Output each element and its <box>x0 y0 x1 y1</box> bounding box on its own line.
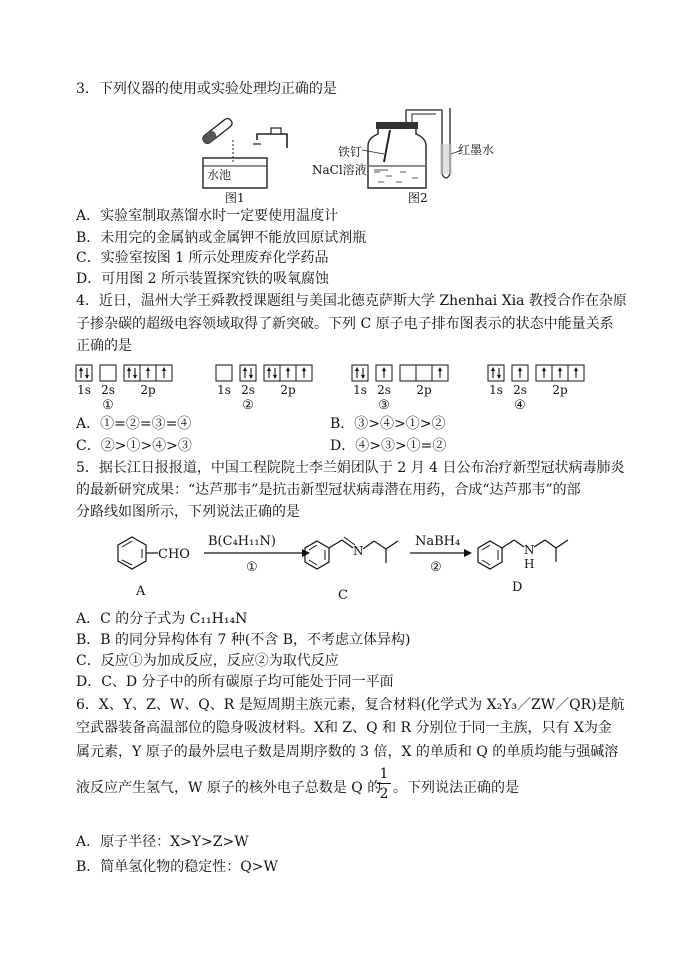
q4-option-d: D．④>③>①=② <box>330 438 447 454</box>
figure-2 <box>312 104 512 204</box>
q6-line-4-start: 液反应产生氢气，W 原子的核外电子总数是 Q 的 <box>76 780 382 796</box>
orbital-label-1s: 1s <box>217 383 231 397</box>
orbital-label-1s: 1s <box>77 383 91 397</box>
orbital-label-2s: 2s <box>513 383 527 397</box>
fig2-ink-label: 红墨水 <box>458 143 495 157</box>
label-c: C <box>338 588 348 603</box>
q5-line-2: 的最新研究成果：“达芦那韦”是抗击新型冠状病毒潜在用药，合成“达芦那韦”的部 <box>76 482 581 498</box>
fraction-bar <box>377 783 391 784</box>
label-a: A <box>136 584 146 599</box>
orbital-label-2p: 2p <box>416 383 432 397</box>
orbital-diagram-1 <box>76 365 172 413</box>
orbital-label-2s: 2s <box>241 383 255 397</box>
q4-line-1: 4．近日，温州大学王舜教授课题组与美国北德克萨斯大学 Zhenhai Xia 教授合作在杂原 <box>76 293 627 309</box>
reagent-2: NaBH₄ <box>415 534 461 549</box>
q3-option-c: C．实验室按图 1 所示处理废弃化学药品 <box>76 250 329 266</box>
q4-line-3: 正确的是 <box>76 338 132 354</box>
q3-stem: 3．下列仪器的使用或实验处理均正确的是 <box>76 81 337 97</box>
orbital-diagrams <box>76 363 616 413</box>
orbital-label-2p: 2p <box>280 383 296 397</box>
diagram-number: ③ <box>378 398 390 413</box>
diagram-number: ④ <box>514 398 526 413</box>
q5-option-b: B．B 的同分异构体有 7 种(不含 B，不考虑立体异构) <box>76 632 411 648</box>
orbital-label-2s: 2s <box>377 383 391 397</box>
q5-option-c: C．反应①为加成反应，反应②为取代反应 <box>76 653 339 669</box>
fig2-nail-label: 铁钉 <box>338 145 363 159</box>
q4-line-2: 子掺杂碳的超级电容领域取得了新突破。下列 C 原子电子排布图表示的状态中能量关系 <box>76 316 614 332</box>
amine-nitrogen: N <box>524 543 535 557</box>
imine-nitrogen: N <box>353 544 364 558</box>
q3-option-d: D．可用图 2 所示装置探究铁的吸氧腐蚀 <box>76 271 330 287</box>
orbital-label-1s: 1s <box>353 383 367 397</box>
orbital-diagram-2 <box>216 365 312 413</box>
q5-line-3: 分路线如图所示，下列说法正确的是 <box>76 504 300 520</box>
orbital-label-2p: 2p <box>552 383 568 397</box>
q6-line-2: 空武器装备高温部位的隐身吸波材料。X和 Z、Q 和 R 分别位于同一主族，只有 X为金 <box>76 720 612 736</box>
q6-line-1: 6．X、Y、Z、W、Q、R 是短周期主族元素，复合材料(化学式为 X₂Y₃／ZW／QR)是航 <box>76 697 625 713</box>
orbital-label-2p: 2p <box>140 383 156 397</box>
fig2-caption: 图2 <box>408 191 428 205</box>
fig1-caption: 图1 <box>225 191 245 205</box>
fig2-solution-label: NaCl溶液 <box>312 163 367 177</box>
orbital-diagram-3 <box>352 365 448 413</box>
fig1-label: 水池 <box>207 168 232 182</box>
figure-1 <box>195 118 295 208</box>
q6-option-b: B．简单氢化物的稳定性：Q>W <box>76 859 278 875</box>
q4-option-b: B．③>④>①>② <box>330 416 446 432</box>
q4-option-a: A．①=②=③=④ <box>76 416 192 432</box>
q5-option-a: A．C 的分子式为 C₁₁H₁₄N <box>76 611 248 627</box>
orbital-label-1s: 1s <box>489 383 503 397</box>
q5-option-d: D．C、D 分子中的所有碳原子均可能处于同一平面 <box>76 674 394 690</box>
reagent-1: B(C₄H₁₁N) <box>208 534 276 549</box>
diagram-number: ① <box>102 398 114 413</box>
step-2-number: ② <box>430 560 442 575</box>
fraction-denominator: 2 <box>379 786 389 802</box>
step-1-number: ① <box>246 560 258 575</box>
amine-hydrogen: H <box>524 557 535 571</box>
cho-group: CHO <box>158 547 190 562</box>
orbital-diagram-4 <box>488 365 584 413</box>
diagram-number: ② <box>242 398 254 413</box>
reaction-scheme <box>112 527 632 607</box>
label-d: D <box>512 580 523 595</box>
q4-option-c: C．②>①>④>③ <box>76 438 192 454</box>
q5-line-1: 5．据长江日报报道，中国工程院院士李兰娟团队于 2 月 4 日公布治疗新型冠状病毒肺炎 <box>76 460 625 476</box>
q3-option-a: A．实验室制取蒸馏水时一定要使用温度计 <box>76 208 339 224</box>
orbital-label-2s: 2s <box>101 383 115 397</box>
q3-option-b: B．未用完的金属钠或金属钾不能放回原试剂瓶 <box>76 230 367 246</box>
q6-line-4-end: 。下列说法正确的是 <box>393 780 519 796</box>
q6-option-a: A．原子半径：X>Y>Z>W <box>76 834 249 850</box>
fraction-numerator: 1 <box>379 766 389 782</box>
q6-line-3: 属元素，Y 原子的最外层电子数是周期序数的 3 倍，X 的单质和 Q 的单质均能与强碱溶 <box>76 744 619 760</box>
